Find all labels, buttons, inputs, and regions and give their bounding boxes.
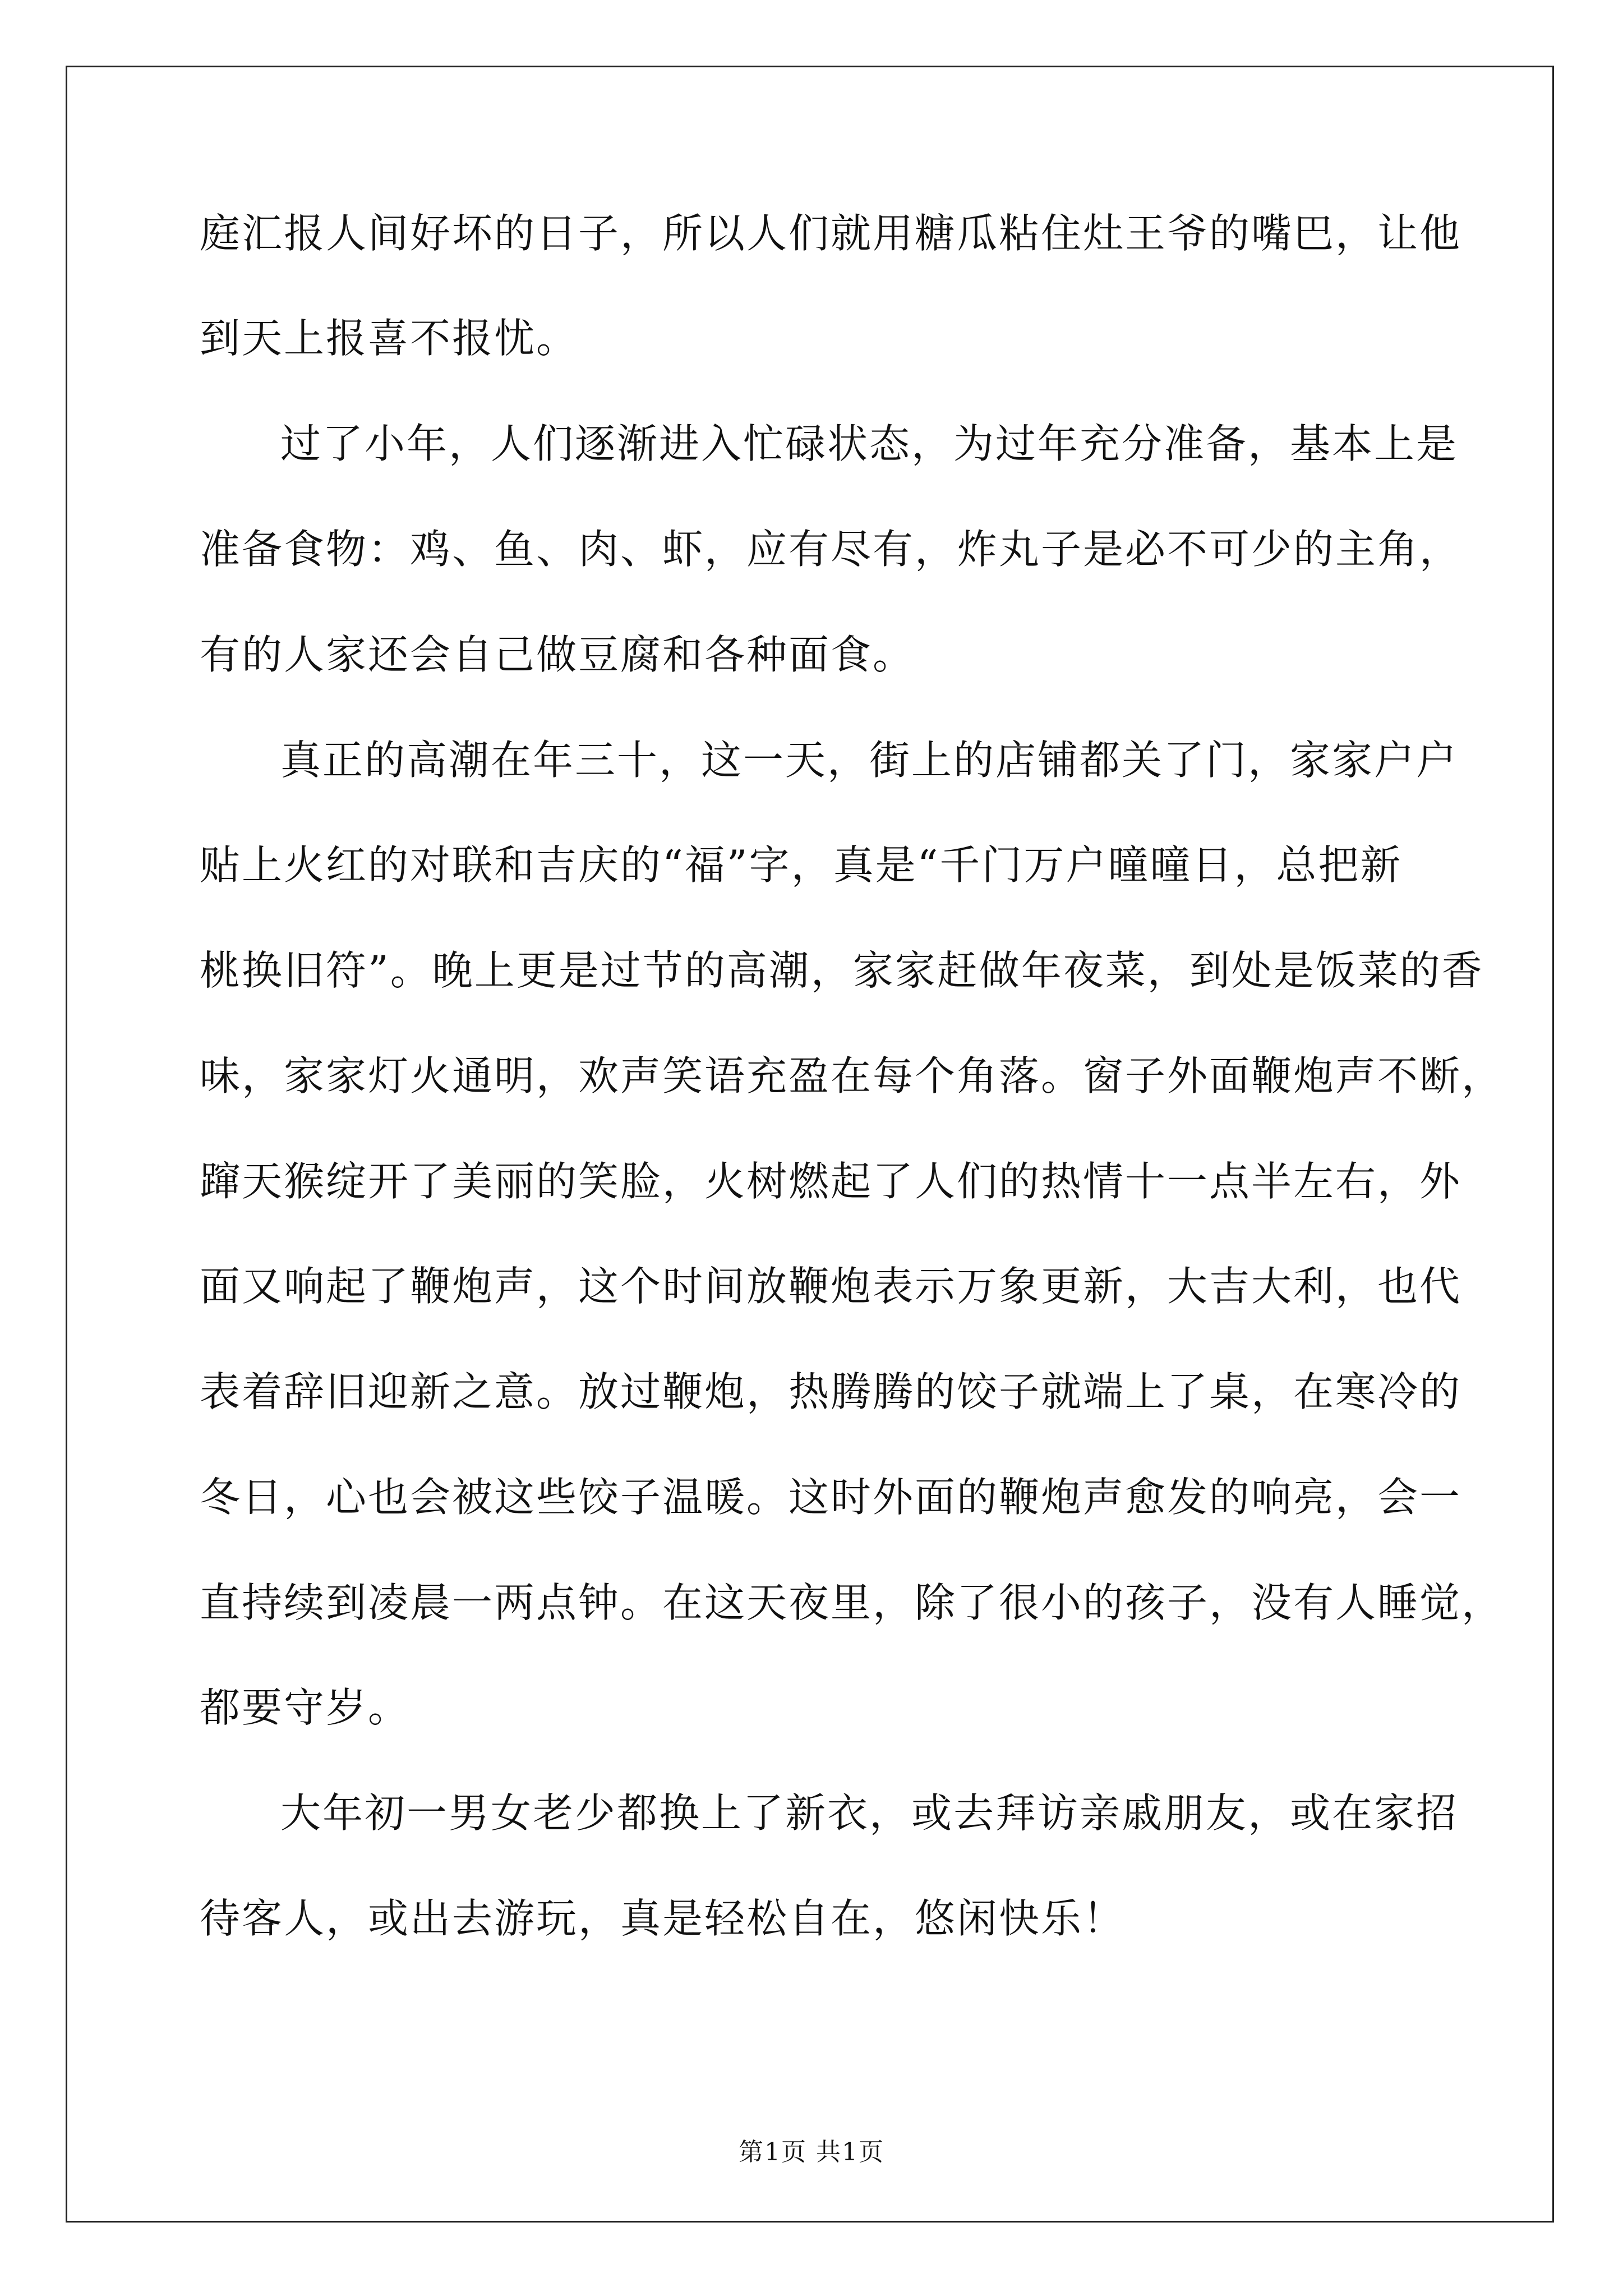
paragraph-line: 庭汇报人间好坏的日子，所以人们就用糖瓜粘住灶王爷的嘴巴，让他 [200, 210, 1462, 257]
paragraph-line: 冬日，心也会被这些饺子温暖。这时外面的鞭炮声愈发的响亮，会一 [200, 1474, 1462, 1521]
paragraph-line: 桃换旧符”。晚上更是过节的高潮，家家赶做年夜菜，到处是饭菜的香 [200, 947, 1484, 994]
paragraph-line: 味，家家灯火通明，欢声笑语充盈在每个角落。窗子外面鞭炮声不断， [200, 1052, 1504, 1099]
paragraph-line: 表着辞旧迎新之意。放过鞭炮，热腾腾的饺子就端上了桌，在寒冷的 [200, 1368, 1462, 1415]
paragraph-line: 大年初一男女老少都换上了新衣，或去拜访亲戚朋友，或在家招 [280, 1789, 1459, 1837]
page-number-footer: 第1页 共1页 [739, 2138, 884, 2166]
paragraph-line: 蹿天猴绽开了美丽的笑脸，火树燃起了人们的热情十一点半左右，外 [200, 1158, 1462, 1205]
paragraph-line: 有的人家还会自己做豆腐和各种面食。 [200, 631, 915, 678]
paragraph-line: 真正的高潮在年三十，这一天，街上的店铺都关了门，家家户户 [280, 737, 1459, 784]
paragraph-line: 面又响起了鞭炮声，这个时间放鞭炮表示万象更新，大吉大利，也代 [200, 1263, 1462, 1310]
paragraph-line: 过了小年，人们逐渐进入忙碌状态，为过年充分准备，基本上是 [280, 420, 1459, 467]
paragraph-line: 都要守岁。 [200, 1684, 411, 1731]
paragraph-line: 到天上报喜不报忧。 [200, 315, 579, 362]
paragraph-line: 直持续到凌晨一两点钟。在这天夜里，除了很小的孩子，没有人睡觉， [200, 1579, 1504, 1626]
paragraph-line: 待客人，或出去游玩，真是轻松自在，悠闲快乐！ [200, 1895, 1126, 1942]
paragraph-line: 准备食物：鸡、鱼、肉、虾，应有尽有，炸丸子是必不可少的主角， [200, 526, 1462, 573]
paragraph-line: 贴上火红的对联和吉庆的“福”字，真是“千门万户曈曈日，总把新 [200, 841, 1403, 889]
